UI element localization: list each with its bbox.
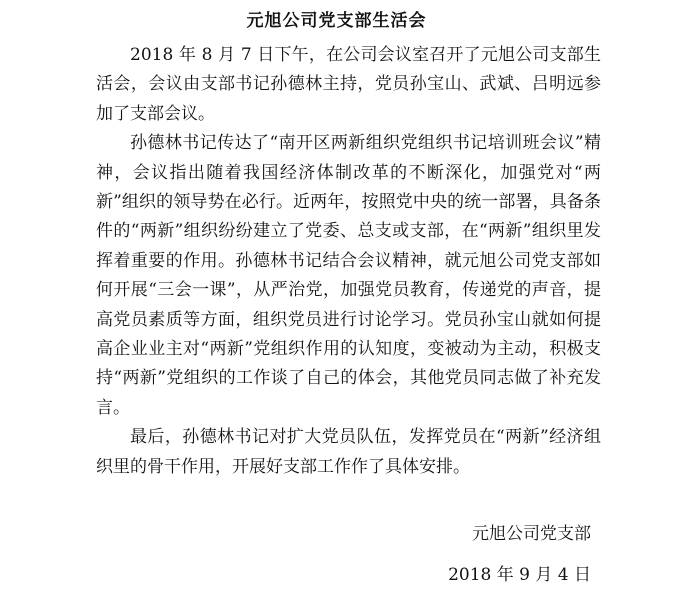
document-body [96,41,601,482]
signature-date: 2018 年 9 月 4 日 [448,565,591,585]
paragraph-meeting-closing: 最后，孙德林书记对扩大党员队伍，发挥党员在“两新”经济组织里的骨干作用，开展好支部工作作了具体安排。 [96,427,601,477]
paragraph-meeting-content: 孙德林书记传达了“南开区两新组织党组织书记培训班会议”精神，会议指出随着我国经济体制改革的不断深化，加强党对“两新”组织的领导势在必行。近两年，按照党中央的统一部署，具备条件的“两新”组织纷纷建立了党委、总支或支部，在“两新”组织里发挥着重要的作用。孙德林书记结合会议精神，就元旭公司党支部如何开展“三会一课”，从严治党，加强党员教育，传递党的声音，提高党员素质等方面，组织党员进行讨论学习。党员孙宝山就如何提高企业业主对“两新”党组织作用的认知度，变被动为主动，积极支持“两新”党组织的工作谈了自己的体会，其他党员同志做了补充发言。 [96,133,601,418]
signature-organization: 元旭公司党支部 [472,524,591,544]
document-title: 元旭公司党支部生活会 [246,11,427,31]
paragraph-meeting-intro: 2018 年 8 月 7 日下午，在公司会议室召开了元旭公司支部生活会，会议由支部书记孙德林主持，党员孙宝山、武斌、吕明远参加了支部会议。 [96,45,601,124]
